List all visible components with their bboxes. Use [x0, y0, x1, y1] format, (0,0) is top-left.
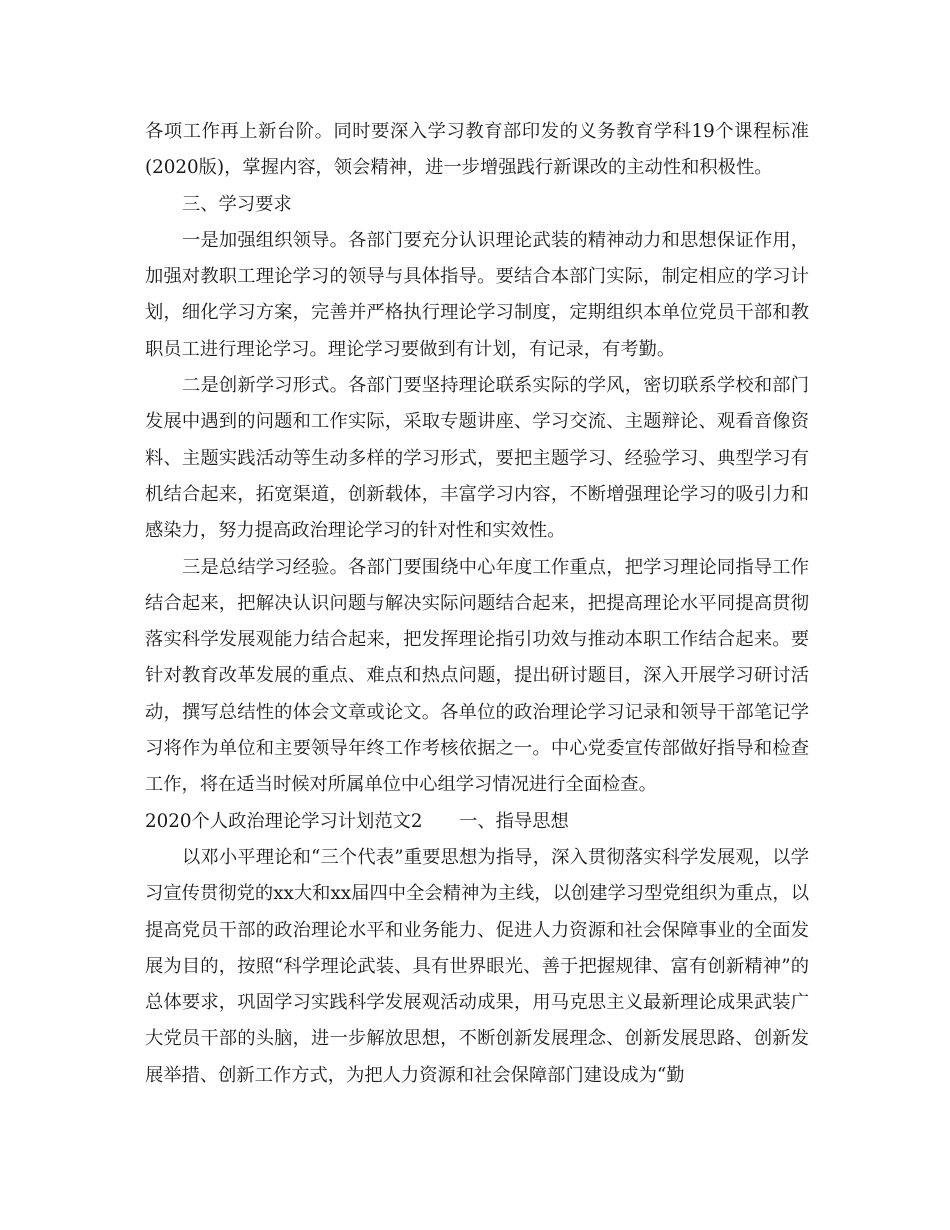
- article-title-line: 2020个人政治理论学习计划范文2 一、指导思想: [145, 810, 569, 832]
- paragraph-organization-leadership: 一是加强组织领导。各部门要充分认识理论武装的精神动力和思想保证作用，加强对教职工理论学习的领导与具体指导。要结合本部门实际，制定相应的学习计划，细化学习方案，完善并严格执行理论学习制度，定期组织本单位党员干部和教职员工进行理论学习。理论学习要做到有计划，有记录，有考勤。: [145, 229, 809, 360]
- section-heading-study-requirements: 三、学习要求: [182, 193, 292, 215]
- paragraph-guiding-ideology: 以邓小平理论和“三个代表”重要思想为指导，深入贯彻落实科学发展观，以学习宣传贯彻党的xx大和xx届四中全会精神为主线，以创建学习型党组织为重点，以提高党员干部的政治理论水平和业务能力、促进人力资源和社会保障事业的全面发展为目的，按照“科学理论武装、具有世界眼光、善于把握规律、富有创新精神”的总体要求，巩固学习实践科学发展观活动成果，用马克思主义最新理论成果武装广大党员干部的头脑，进一步解放思想，不断创新发展理念、创新发展思路、创新发展举措、创新工作方式，为把人力资源和社会保障部门建设成为“勤: [145, 846, 809, 1086]
- paragraph-continuation: 各项工作再上新台阶。同时要深入学习教育部印发的义务教育学科19个课程标准(2020版)，掌握内容，领会精神，进一步增强践行新课改的主动性和积极性。: [145, 121, 809, 179]
- paragraph-innovate-forms: 二是创新学习形式。各部门要坚持理论联系实际的学风，密切联系学校和部门发展中遇到的问题和工作实际，采取专题讲座、学习交流、主题辩论、观看音像资料、主题实践活动等生动多样的学习形式，要把主题学习、经验学习、典型学习有机结合起来，拓宽渠道，创新载体，丰富学习内容，不断增强理论学习的吸引力和感染力，努力提高政治理论学习的针对性和实效性。: [145, 375, 809, 542]
- paragraph-summarize-experience: 三是总结学习经验。各部门要围绕中心年度工作重点，把学习理论同指导工作结合起来，把解决认识问题与解决实际问题结合起来，把提高理论水平同提高贯彻落实科学发展观能力结合起来，把发挥理论指引功效与推动本职工作结合起来。要针对教育改革发展的重点、难点和热点问题，提出研讨题目，深入开展学习研讨活动，撰写总结性的体会文章或论文。各单位的政治理论学习记录和领导干部笔记学习将作为单位和主要领导年终工作考核依据之一。中心党委宣传部做好指导和检查工作，将在适当时候对所属单位中心组学习情况进行全面检查。: [145, 556, 809, 796]
- document-body: [145, 114, 809, 1094]
